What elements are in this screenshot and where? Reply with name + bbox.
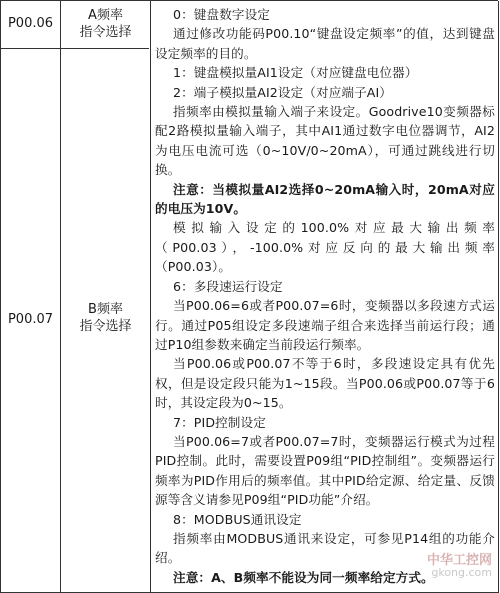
param-name [61,301,150,335]
watermark-url: gkong.com [431,566,492,579]
desc-paragraph: 当P00.06=6或者P00.07=6时，变频器以多段速方式运行。通过P05组设定多段速端子组合来选择当前运行段；通过P10组参数来确定当前段运行频率。 [155,298,495,352]
desc-paragraph: 当P00.06=7或者P00.07=7时，变频器运行模式为过程PID控制。此时，需要设置P09组“PID控制组”。变频器运行频率为PID作用后的频率值。其中PID给定源、给定量、反馈源等含义请参见P09组“PID功能”介绍。 [155,433,495,508]
desc-paragraph: 通过修改功能码P00.10“键盘设定频率”的值，达到键盘设定频率的目的。 [155,26,495,61]
watermark-logo: 中华工控网 [426,553,492,568]
desc-option-8: 8：MODBUS通讯设定 [173,511,302,527]
desc-paragraph: 指频率由MODBUS通讯来设定，可参见P14组的功能介绍。 [155,530,495,566]
column-divider [150,1,151,593]
desc-option-1: 1：键盘模拟量AI1设定（对应键盘电位器） [173,65,418,81]
desc-option-0: 0：键盘数字设定 [173,7,270,22]
desc-paragraph: 指频率由模拟量输入端子来设定。Goodrive10变频器标配2路模拟量输入端子，其中AI1通过数字电位器调节，AI2为电压电流可选（0~10V/0~20mA），可通过跳线进行切换。 [155,104,495,178]
param-name-line2: 指令选择 [79,319,132,334]
param-name [61,7,150,41]
param-name-line1: A频率 [88,8,123,23]
description-cell [155,5,495,587]
desc-option-2: 2：端子模拟量AI2设定（对应端子AI） [173,84,392,100]
param-name-line1: B频率 [88,302,123,317]
param-name-line2: 指令选择 [79,25,132,40]
param-code: P00.07 [7,312,54,327]
desc-option-7: 7：PID控制设定 [173,414,266,430]
column-divider [60,1,61,593]
param-code: P00.06 [7,16,54,31]
desc-note: 注意：当模拟量AI2选择0~20mA输入时，20mA对应的电压为10V。 [155,181,495,217]
watermark [427,555,492,579]
column-divider [498,1,499,593]
row-divider [1,48,149,49]
desc-paragraph: 模拟输入设定的100.0%对应最大输出频率（P00.03），-100.0%对应反向的最大输出频率（P00.03）。 [155,220,495,275]
desc-note: 注意：A、B频率不能设为同一频率给定方式。 [173,569,434,585]
desc-option-6: 6：多段速运行设定 [173,278,283,294]
desc-paragraph: 当P00.06或P00.07不等于6时，多段速设定具有优先权，但是设定段只能为1~15段。当P00.06或P00.07等于6时，其设定段为0~15。 [155,356,495,411]
